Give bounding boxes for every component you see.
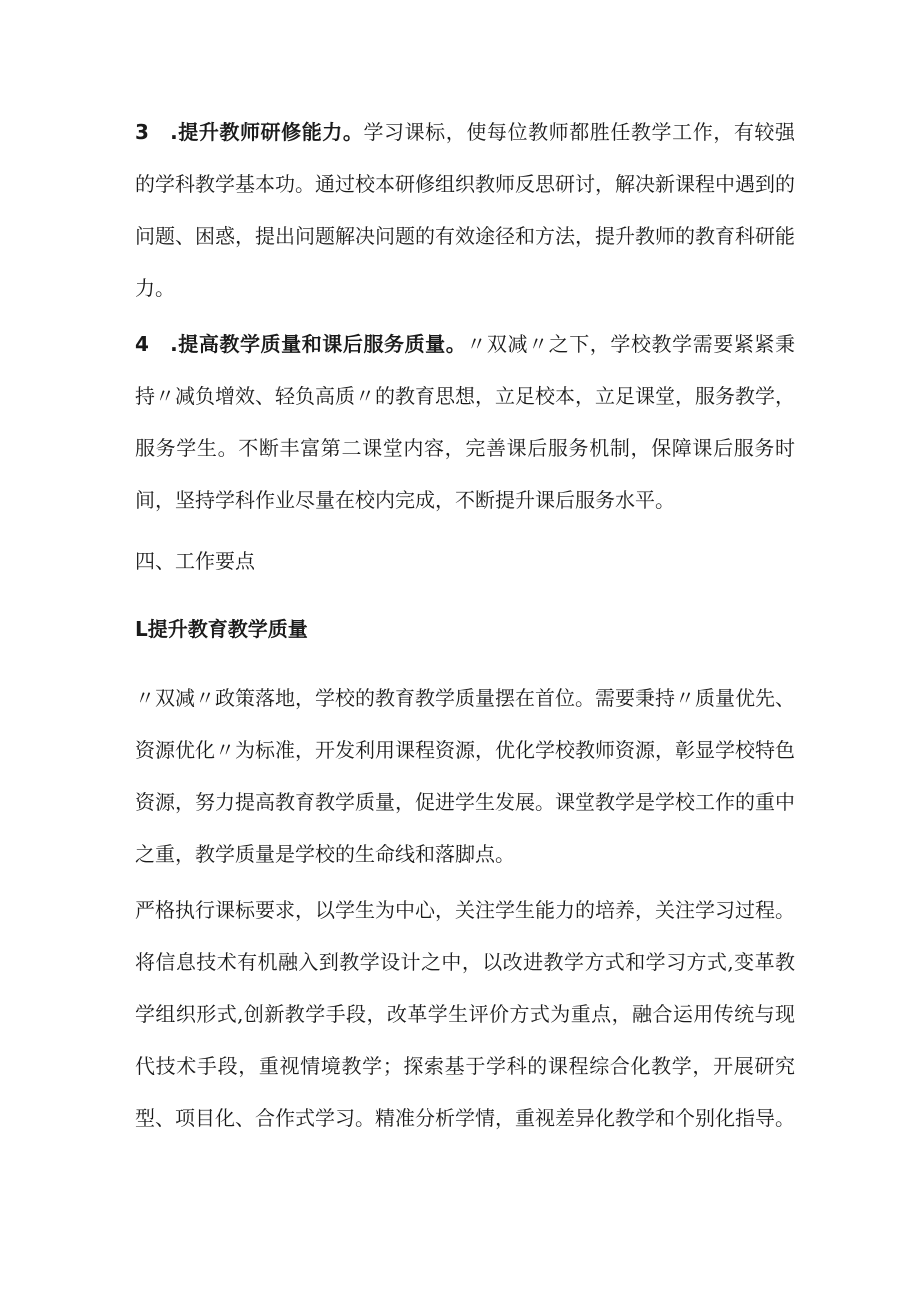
item-3-lead: 3 .提升教师研修能力。 [135,120,364,144]
item-3-body: 学习课标，使每位教师都胜任教学工作，有较强的学科教学基本功。通过校本研修组织教师反思研讨，解决新课程中遇到的问题、困惑，提出问题解决问题的有效途径和方法，提升教师的教育科研能力。 [135,120,796,300]
sub-heading: L提升教育教学质量 [135,617,308,641]
paragraph-policy: 〃双减〃政策落地，学校的教育教学质量摆在首位。需要秉持〃质量优先、资源优化〃为标准，开发利用课程资源，优化学校教师资源，彰显学校特色资源，努力提高教育教学质量，促进学生发展。课堂教学是学校工作的重中之重，教学质量是学校的生命线和落脚点。 [135,686,795,866]
paragraph-curriculum: 严格执行课标要求，以学生为中心，关注学生能力的培养，关注学习过程。将信息技术有机融入到教学设计之中，以改进教学方式和学习方式,变革教学组织形式,创新教学手段，改革学生评价方式为重点，融合运用传统与现代技术手段，重视情境教学；探索基于学科的课程综合化教学，开展研究型、项目化、合作式学习。精准分析学情，重视差异化教学和个别化指导。 [135,898,795,1130]
paragraph-item-4 [135,318,795,526]
item-4-lead: 4 .提高教学质量和课后服务质量。 [135,332,467,356]
item-4-body: 〃双减〃之下，学校教学需要紧紧秉持〃减负增效、轻负高质〃的教育思想，立足校本，立足课堂，服务教学，服务学生。不断丰富第二课堂内容，完善课后服务机制，保障课后服务时间，坚持学科作业尽量在校内完成，不断提升课后服务水平。 [135,332,796,512]
paragraph-item-3 [135,106,795,314]
section-heading: 四、工作要点 [135,549,255,573]
